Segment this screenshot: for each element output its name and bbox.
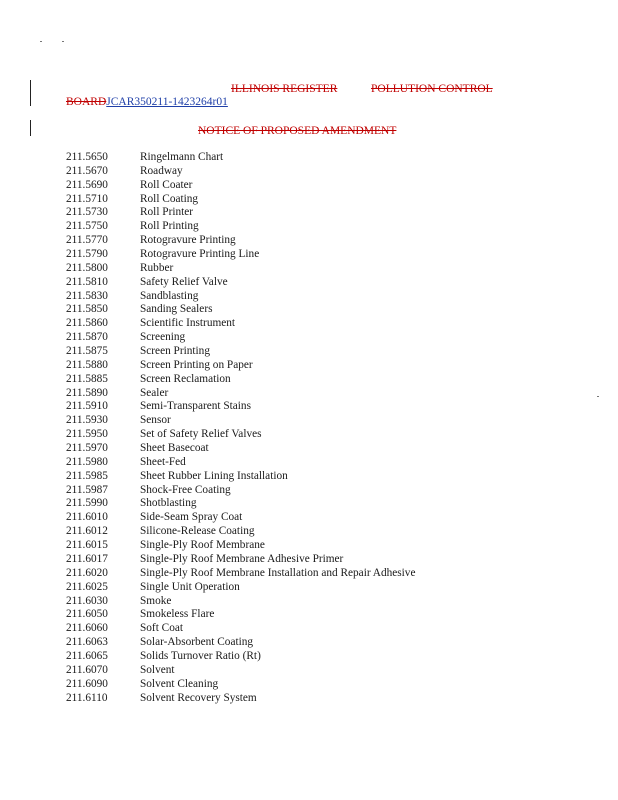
section-number: 211.6060: [66, 622, 108, 635]
section-number: 211.5880: [66, 358, 108, 371]
section-term: Rubber: [140, 261, 174, 274]
section-row: [66, 581, 415, 595]
section-term: Solids Turnover Ratio (Rt): [140, 649, 261, 662]
section-number: 211.5930: [66, 414, 108, 427]
section-term: Single-Ply Roof Membrane: [140, 539, 265, 552]
section-number: 211.5970: [66, 442, 108, 455]
change-bar: [30, 120, 31, 136]
section-term: Ringelmann Chart: [140, 151, 224, 163]
section-term: Shotblasting: [140, 497, 197, 510]
section-term: Smoke: [140, 594, 172, 607]
inserted-text: JCAR350211-1423264r01: [106, 96, 228, 108]
section-number: 211.5860: [66, 317, 108, 330]
agency-title: POLLUTION CONTROL: [371, 83, 493, 95]
section-row: [66, 151, 415, 165]
section-row: [66, 165, 415, 179]
section-term: Roll Coating: [140, 192, 199, 205]
section-row: [66, 290, 415, 304]
section-number: 211.5830: [66, 289, 108, 302]
section-number: 211.6070: [66, 663, 108, 676]
section-term: Roll Printer: [140, 206, 194, 219]
section-term: Sensor: [140, 414, 171, 427]
section-number: 211.6010: [66, 511, 108, 524]
section-term: Screen Printing on Paper: [140, 358, 253, 371]
section-term: Silicone-Release Coating: [140, 525, 255, 538]
section-row: [66, 414, 415, 428]
section-term: Rotogravure Printing: [140, 234, 236, 247]
section-row: [66, 234, 415, 248]
section-row: [66, 470, 415, 484]
section-number: 211.5990: [66, 497, 108, 510]
section-number: 211.6110: [66, 691, 108, 704]
section-row: [66, 428, 415, 442]
section-term: Solar-Absorbent Coating: [140, 636, 254, 649]
section-row: [66, 220, 415, 234]
section-row: [66, 456, 415, 470]
section-row: [66, 497, 415, 511]
section-number: 211.5980: [66, 455, 108, 468]
section-term: Single Unit Operation: [140, 580, 240, 593]
section-term: Solvent: [140, 663, 175, 676]
section-term: Semi-Transparent Stains: [140, 400, 251, 413]
section-number: 211.5885: [66, 372, 108, 385]
section-term: Soft Coat: [140, 622, 183, 635]
section-term: Solvent Recovery System: [140, 691, 257, 704]
section-number: 211.5800: [66, 261, 108, 274]
section-number: 211.5850: [66, 303, 108, 316]
section-row: [66, 595, 415, 609]
section-row: [66, 525, 415, 539]
section-term: Roadway: [140, 164, 183, 177]
section-number: 211.6050: [66, 608, 108, 621]
section-row: [66, 553, 415, 567]
section-number: 211.5650: [66, 151, 108, 163]
section-row: [66, 636, 415, 650]
section-row: [66, 303, 415, 317]
section-term: Roll Coater: [140, 178, 193, 191]
section-number: 211.5690: [66, 178, 108, 191]
section-row: [66, 539, 415, 553]
scan-speck: [597, 396, 599, 397]
section-number: 211.5950: [66, 428, 108, 441]
section-term: Scientific Instrument: [140, 317, 236, 330]
section-row: [66, 373, 415, 387]
section-row: [66, 400, 415, 414]
section-row: [66, 622, 415, 636]
section-row: [66, 664, 415, 678]
section-row: [66, 331, 415, 345]
section-term: Side-Seam Spray Coat: [140, 511, 243, 524]
section-term: Rotogravure Printing Line: [140, 248, 260, 261]
deleted-text: BOARD: [66, 96, 107, 108]
section-number: 211.5730: [66, 206, 108, 219]
scan-speck: [40, 41, 42, 42]
section-row: [66, 484, 415, 498]
section-row: [66, 345, 415, 359]
section-row: [66, 511, 415, 525]
section-number: 211.5770: [66, 234, 108, 247]
scan-speck: [62, 41, 64, 42]
section-term: Sandblasting: [140, 289, 199, 302]
section-number: 211.6015: [66, 539, 108, 552]
section-term: Sanding Sealers: [140, 303, 213, 316]
section-number: 211.5890: [66, 386, 108, 399]
section-number: 211.6065: [66, 649, 108, 662]
section-number: 211.5875: [66, 345, 108, 358]
section-row: [66, 179, 415, 193]
section-term: Safety Relief Valve: [140, 275, 228, 288]
register-title: ILLINOIS REGISTER: [231, 83, 338, 95]
section-row: [66, 262, 415, 276]
section-number: 211.5985: [66, 469, 108, 482]
section-term: Screen Printing: [140, 345, 210, 358]
section-number: 211.6090: [66, 677, 108, 690]
section-term: Single-Ply Roof Membrane Installation and Repair Adhesive: [140, 566, 416, 579]
section-row: [66, 442, 415, 456]
section-term: Sealer: [140, 386, 169, 399]
section-row: [66, 387, 415, 401]
section-number: 211.6030: [66, 594, 108, 607]
section-term: Sheet Rubber Lining Installation: [140, 469, 288, 482]
section-list: [66, 151, 415, 705]
section-term: Shock-Free Coating: [140, 483, 231, 496]
section-term: Set of Safety Relief Valves: [140, 428, 262, 441]
section-row: [66, 359, 415, 373]
section-term: Screen Reclamation: [140, 372, 231, 385]
section-number: 211.6020: [66, 566, 108, 579]
section-row: [66, 650, 415, 664]
section-row: [66, 678, 415, 692]
section-term: Smokeless Flare: [140, 608, 215, 621]
section-number: 211.6025: [66, 580, 108, 593]
section-number: 211.5750: [66, 220, 108, 233]
section-number: 211.5790: [66, 248, 108, 261]
section-row: [66, 193, 415, 207]
section-number: 211.6012: [66, 525, 108, 538]
notice-title: NOTICE OF PROPOSED AMENDMENT: [198, 125, 397, 137]
section-number: 211.6017: [66, 552, 108, 565]
section-row: [66, 317, 415, 331]
section-number: 211.5987: [66, 483, 108, 496]
section-term: Single-Ply Roof Membrane Adhesive Primer: [140, 552, 344, 565]
section-term: Screening: [140, 331, 186, 344]
change-bar: [30, 80, 31, 106]
section-row: [66, 567, 415, 581]
section-term: Sheet-Fed: [140, 455, 186, 468]
section-number: 211.5670: [66, 164, 108, 177]
section-term: Roll Printing: [140, 220, 199, 233]
section-row: [66, 276, 415, 290]
section-term: Solvent Cleaning: [140, 677, 219, 690]
section-number: 211.5910: [66, 400, 108, 413]
section-row: [66, 608, 415, 622]
section-number: 211.5710: [66, 192, 108, 205]
section-row: [66, 206, 415, 220]
section-number: 211.5810: [66, 275, 108, 288]
agency-title-line2: [66, 95, 228, 109]
section-number: 211.5870: [66, 331, 108, 344]
section-row: [66, 692, 415, 706]
section-row: [66, 248, 415, 262]
section-term: Sheet Basecoat: [140, 442, 209, 455]
section-number: 211.6063: [66, 636, 108, 649]
